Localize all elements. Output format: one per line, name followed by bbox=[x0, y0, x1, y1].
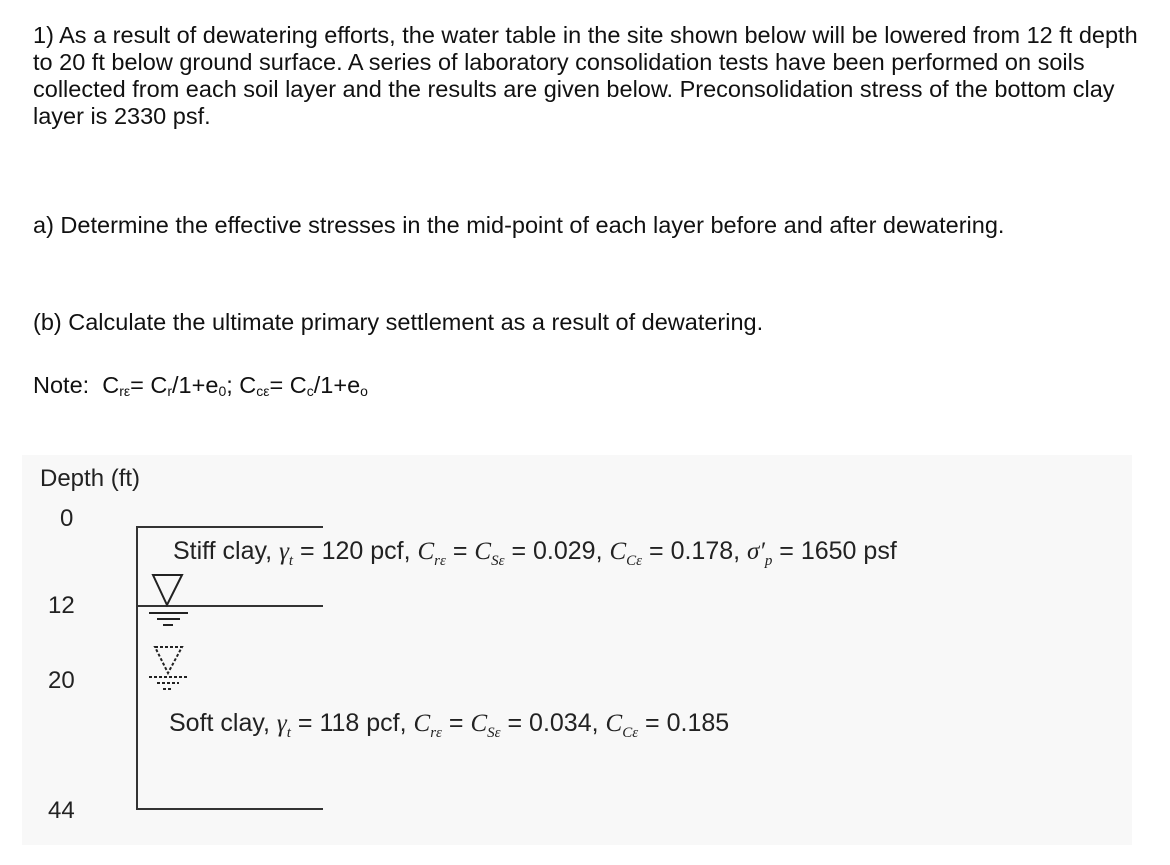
question-intro: 1) As a result of dewatering efforts, the water table in the site shown below will be lowered from 12 ft depth to 20 ft below ground surface. A series of laboratory consolidation tests have been performed on soils collected from each soil layer and the results are given below. Preconsolidation stress of the bottom clay layer is 2330 psf. bbox=[33, 22, 1138, 129]
water-table-initial-icon bbox=[149, 575, 188, 625]
depth-12: 12 bbox=[48, 592, 75, 619]
soft-clay-layer-label: Soft clay, $\gamma_t = 118$ pcf, $C_{r\varepsilon} = C_{S\varepsilon} = 0.034$, $C_{C\varepsilon} = 0.185$ bbox=[169, 709, 730, 741]
water-table-lowered-icon bbox=[149, 647, 188, 689]
ground-surface-line bbox=[136, 526, 323, 528]
profile-vertical-line bbox=[136, 526, 138, 810]
depth-axis-label: Depth (ft) bbox=[40, 465, 141, 492]
depth-44: 44 bbox=[48, 797, 75, 824]
note: Note: $C_{r\varepsilon}= C_r/1+e_0$; $C_{c\varepsilon}= C_c/1+e_o$ bbox=[33, 372, 368, 399]
part-a: a) Determine the effective stresses in the mid-point of each layer before and after dewatering. bbox=[33, 212, 1005, 238]
depth-0: 0 bbox=[60, 505, 74, 532]
water-table-icons bbox=[146, 573, 196, 693]
depth-20: 20 bbox=[48, 667, 75, 694]
stiff-clay-layer-label: Stiff clay, $\gamma_t = 120$ pcf, $C_{r\varepsilon} = C_{S\varepsilon} = 0.029$, $C_{C\varepsilon} = 0.178$, $\sigma'_p = 1650$ psf bbox=[173, 537, 897, 569]
bottom-line bbox=[136, 808, 323, 810]
soil-profile-diagram bbox=[22, 455, 1132, 845]
part-b: (b) Calculate the ultimate primary settlement as a result of dewatering. bbox=[33, 309, 764, 335]
